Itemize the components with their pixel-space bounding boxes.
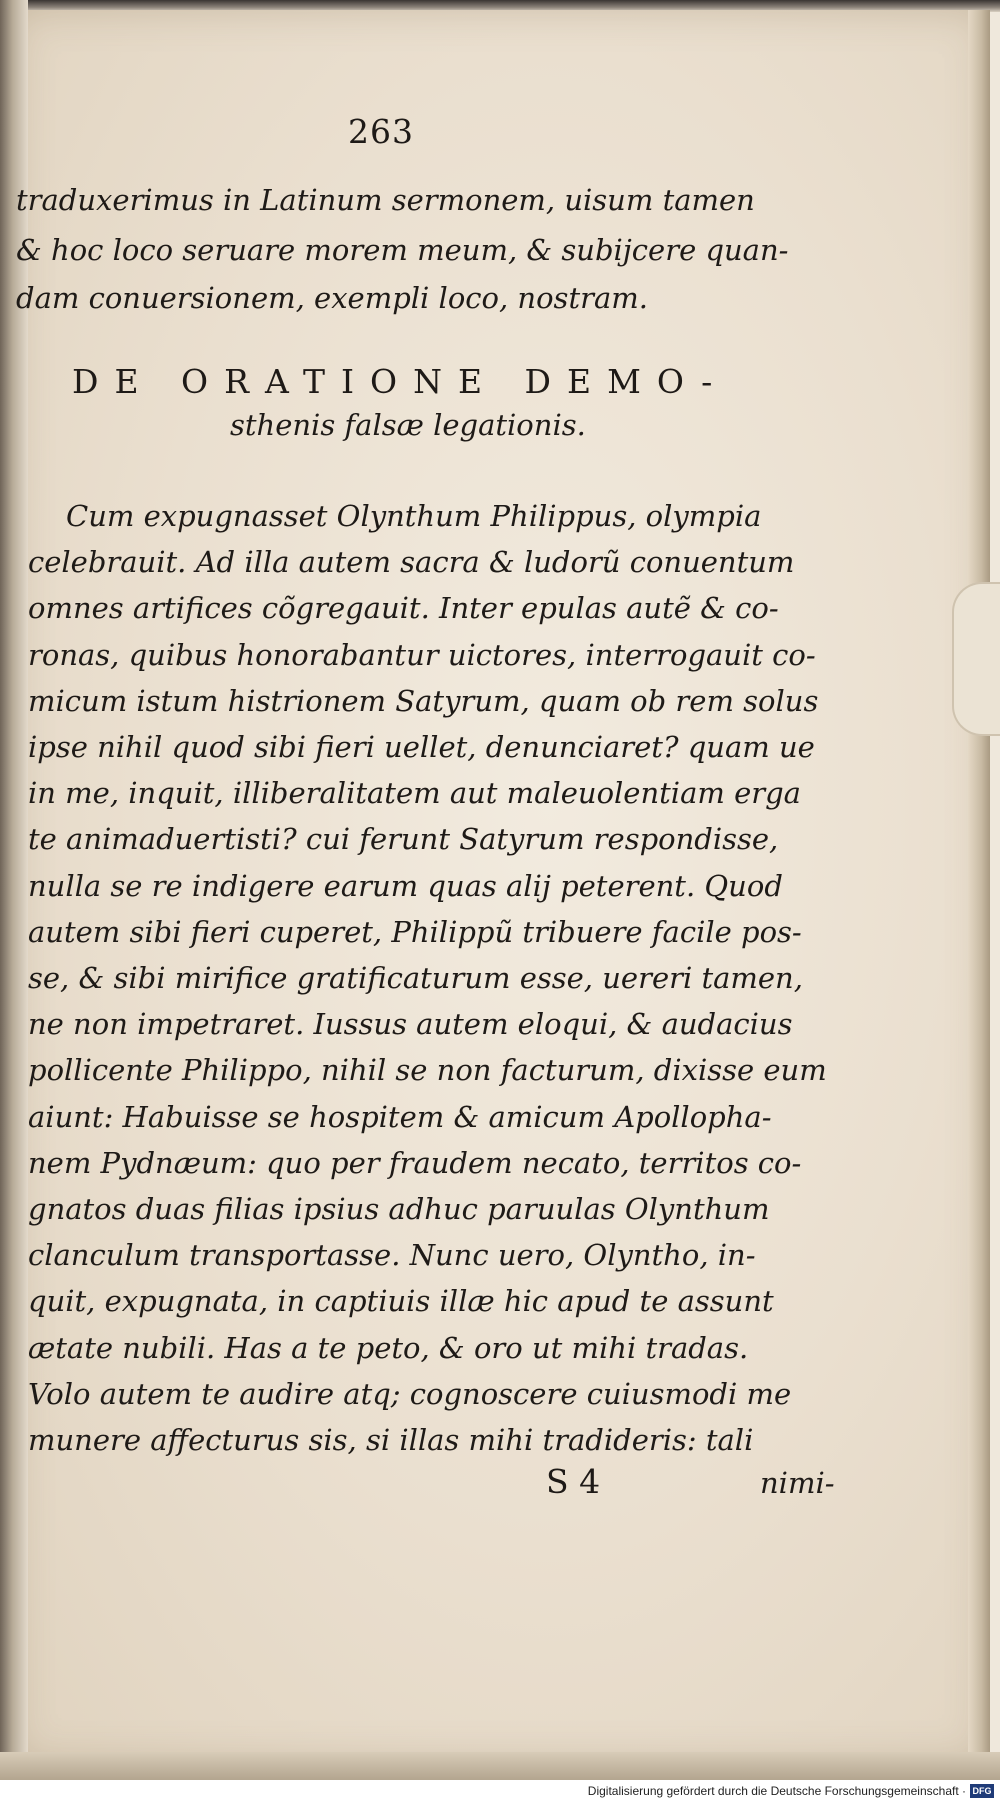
text-line: nem Pydnæum: quo per fraudem necato, territos co- xyxy=(28,1145,802,1180)
text-line: Volo autem te audire atq; cognoscere cuiusmodi me xyxy=(28,1376,792,1411)
text-line: se, & sibi mirifice gratificaturum esse, uereri tamen, xyxy=(28,961,803,995)
text-line: ætate nubili. Has a te peto, & oro ut mihi tradas. xyxy=(28,1330,749,1365)
text-line: nulla se re indigere earum quas alij peterent. Quod xyxy=(28,868,783,903)
text-line: omnes artifices cõgregauit. Inter epulas autẽ & co- xyxy=(28,591,779,626)
text-line: in me, inquit, illiberalitatem aut maleuolentiam erga xyxy=(28,776,801,811)
footer-credit: Digitalisierung gefördert durch die Deutsche Forschungsgemeinschaft · xyxy=(587,1784,966,1798)
text-line-last: munere affecturus sis, si illas mihi tradideris: tali xyxy=(28,1423,754,1457)
text-line: celebrauit. Ad illa autem sacra & ludorũ conuentum xyxy=(28,545,795,580)
text-line: ne non impetraret. Iussus autem eloqui, & audacius xyxy=(28,1007,793,1042)
text-line: aiunt: Habuisse se hospitem & amicum Apollopha- xyxy=(28,1099,772,1134)
text-line: & hoc loco seruare morem meum, & subijcere quan- xyxy=(16,233,789,267)
text-line: gnatos duas filias ipsius adhuc paruulas Olynthum xyxy=(28,1192,770,1226)
text-line: dam conuersionem, exempli loco, nostram. xyxy=(16,281,648,315)
text-line: clanculum transportasse. Nunc uero, Olyntho, in- xyxy=(28,1238,756,1273)
text-line: te animaduertisti? cui ferunt Satyrum respondisse, xyxy=(28,822,779,857)
text-line: ronas, quibus honorabantur uictores, interrogauit co- xyxy=(28,637,816,672)
text-line: autem sibi fieri cuperet, Philippũ tribuere facile pos- xyxy=(28,914,802,949)
catchword: nimi- xyxy=(760,1466,835,1500)
dfg-logo: DFG xyxy=(970,1784,994,1798)
text-line: Cum expugnasset Olynthum Philippus, olympia xyxy=(66,499,762,533)
page-number: 263 xyxy=(348,112,414,151)
text-line: micum istum histrionem Satyrum, quam ob rem solus xyxy=(28,683,819,718)
text-line: ipse nihil quod sibi fieri uellet, denunciaret? quam ue xyxy=(28,730,815,764)
text-line: pollicente Philippo, nihil se non facturum, dixisse eum xyxy=(28,1053,827,1088)
section-subheading: sthenis falsæ legationis. xyxy=(230,408,586,442)
signature-mark: S 4 xyxy=(546,1462,601,1501)
text-line: traduxerimus in Latinum sermonem, uisum tamen xyxy=(16,183,755,217)
text-line: quit, expugnata, in captiuis illæ hic apud te assunt xyxy=(28,1284,774,1319)
section-heading: DE ORATIONE DEMO- xyxy=(72,362,729,401)
